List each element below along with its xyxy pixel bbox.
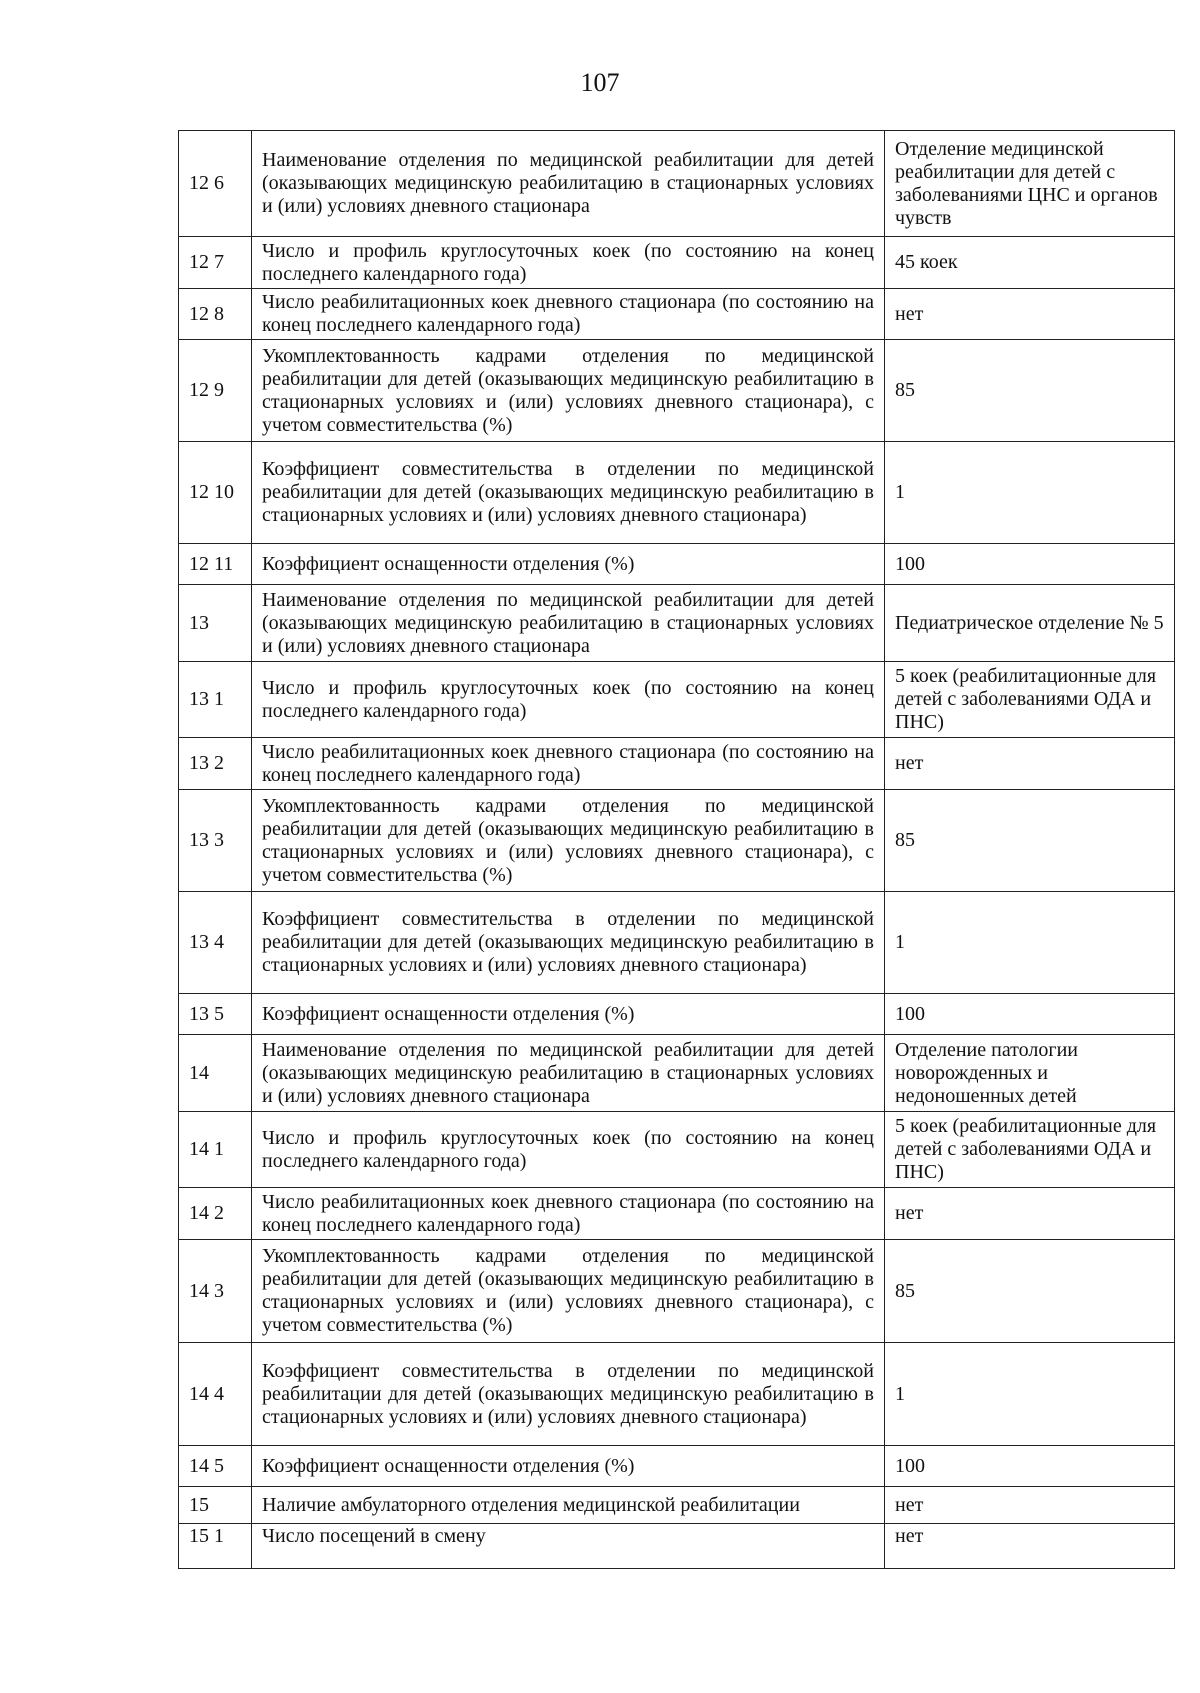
row-number: 15 [179, 1487, 252, 1524]
indicator-name: Укомплектованность кадрами отделения по медицинской реабилитации для детей (оказывающих медицинскую реабилитацию в стационарных условиях и (или) условиях дневного стационара), с учетом совместительства (%) [252, 1240, 885, 1343]
table-row [179, 662, 1175, 738]
indicator-value: 1 [885, 442, 1175, 544]
indicator-name: Коэффициент оснащенности отделения (%) [252, 544, 885, 585]
row-number: 14 [179, 1035, 252, 1112]
indicator-name: Наименование отделения по медицинской реабилитации для детей (оказывающих медицинскую реабилитацию в стационарных условиях и (или) условиях дневного стационара [252, 131, 885, 237]
row-number: 12 11 [179, 544, 252, 585]
indicator-value: 100 [885, 994, 1175, 1035]
row-number: 13 [179, 585, 252, 662]
table-row [179, 1188, 1175, 1240]
indicator-name: Число реабилитационных коек дневного стационара (по состоянию на конец последнего календарного года) [252, 289, 885, 340]
indicator-name: Укомплектованность кадрами отделения по медицинской реабилитации для детей (оказывающих медицинскую реабилитацию в стационарных условиях и (или) условиях дневного стационара), с учетом совместительства (%) [252, 790, 885, 892]
table-row [179, 1524, 1175, 1569]
indicator-value: нет [885, 1188, 1175, 1240]
table-row [179, 442, 1175, 544]
row-number: 12 6 [179, 131, 252, 237]
table-row [179, 1343, 1175, 1446]
indicator-value: 5 коек (реабилитационные для детей с заболеваниями ОДА и ПНС) [885, 662, 1175, 738]
indicator-name: Число и профиль круглосуточных коек (по состоянию на конец последнего календарного года) [252, 662, 885, 738]
row-number: 13 2 [179, 738, 252, 790]
row-number: 13 5 [179, 994, 252, 1035]
indicator-name: Коэффициент оснащенности отделения (%) [252, 1446, 885, 1487]
row-number: 12 8 [179, 289, 252, 340]
indicator-value: 1 [885, 1343, 1175, 1446]
table-row [179, 340, 1175, 442]
indicator-value: 5 коек (реабилитационные для детей с заболеваниями ОДА и ПНС) [885, 1112, 1175, 1188]
indicator-value: нет [885, 1487, 1175, 1524]
row-number: 14 4 [179, 1343, 252, 1446]
row-number: 12 9 [179, 340, 252, 442]
table-row [179, 790, 1175, 892]
indicator-name: Число и профиль круглосуточных коек (по состоянию на конец последнего календарного года) [252, 237, 885, 289]
row-number: 13 3 [179, 790, 252, 892]
table-row [179, 289, 1175, 340]
row-number: 14 2 [179, 1188, 252, 1240]
table-row [179, 544, 1175, 585]
indicator-name: Число реабилитационных коек дневного стационара (по состоянию на конец последнего календарного года) [252, 738, 885, 790]
table-row [179, 1487, 1175, 1524]
table-row [179, 738, 1175, 790]
indicator-value: 100 [885, 1446, 1175, 1487]
indicator-value: 85 [885, 1240, 1175, 1343]
indicator-name: Число реабилитационных коек дневного стационара (по состоянию на конец последнего календарного года) [252, 1188, 885, 1240]
row-number: 13 4 [179, 892, 252, 994]
page-number: 107 [580, 68, 620, 97]
indicator-name: Коэффициент совместительства в отделении по медицинской реабилитации для детей (оказывающих медицинскую реабилитацию в стационарных условиях и (или) условиях дневного стационара) [252, 892, 885, 994]
row-number: 15 1 [179, 1524, 252, 1569]
indicator-name: Укомплектованность кадрами отделения по медицинской реабилитации для детей (оказывающих медицинскую реабилитацию в стационарных условиях и (или) условиях дневного стационара), с учетом совместительства (%) [252, 340, 885, 442]
table-row [179, 1035, 1175, 1112]
table-row [179, 892, 1175, 994]
indicator-value: Педиатрическое отделение № 5 [885, 585, 1175, 662]
row-number: 13 1 [179, 662, 252, 738]
indicator-value: 45 коек [885, 237, 1175, 289]
table-row [179, 237, 1175, 289]
indicator-value: Отделение медицинской реабилитации для детей с заболеваниями ЦНС и органов чувств [885, 131, 1175, 237]
row-number: 12 7 [179, 237, 252, 289]
indicator-name: Коэффициент оснащенности отделения (%) [252, 994, 885, 1035]
indicator-name: Наименование отделения по медицинской реабилитации для детей (оказывающих медицинскую реабилитацию в стационарных условиях и (или) условиях дневного стационара [252, 1035, 885, 1112]
row-number: 14 5 [179, 1446, 252, 1487]
table-row [179, 1112, 1175, 1188]
row-number: 12 10 [179, 442, 252, 544]
indicator-name: Наличие амбулаторного отделения медицинской реабилитации [252, 1487, 885, 1524]
row-number: 14 1 [179, 1112, 252, 1188]
indicator-name: Число и профиль круглосуточных коек (по состоянию на конец последнего календарного года) [252, 1112, 885, 1188]
indicator-value: 100 [885, 544, 1175, 585]
indicator-name: Число посещений в смену [252, 1524, 885, 1569]
indicator-value: 85 [885, 790, 1175, 892]
table-row [179, 994, 1175, 1035]
indicator-value: 85 [885, 340, 1175, 442]
indicators-table [178, 130, 1175, 1569]
table-row [179, 131, 1175, 237]
indicator-name: Коэффициент совместительства в отделении по медицинской реабилитации для детей (оказывающих медицинскую реабилитацию в стационарных условиях и (или) условиях дневного стационара) [252, 442, 885, 544]
indicators-table-body [179, 131, 1175, 1569]
indicator-value: 1 [885, 892, 1175, 994]
table-row [179, 1240, 1175, 1343]
indicator-value: нет [885, 1524, 1175, 1569]
indicator-name: Коэффициент совместительства в отделении по медицинской реабилитации для детей (оказывающих медицинскую реабилитацию в стационарных условиях и (или) условиях дневного стационара) [252, 1343, 885, 1446]
indicator-name: Наименование отделения по медицинской реабилитации для детей (оказывающих медицинскую реабилитацию в стационарных условиях и (или) условиях дневного стационара [252, 585, 885, 662]
row-number: 14 3 [179, 1240, 252, 1343]
indicator-value: Отделение патологии новорожденных и недоношенных детей [885, 1035, 1175, 1112]
indicator-value: нет [885, 289, 1175, 340]
indicator-value: нет [885, 738, 1175, 790]
table-row [179, 585, 1175, 662]
table-row [179, 1446, 1175, 1487]
